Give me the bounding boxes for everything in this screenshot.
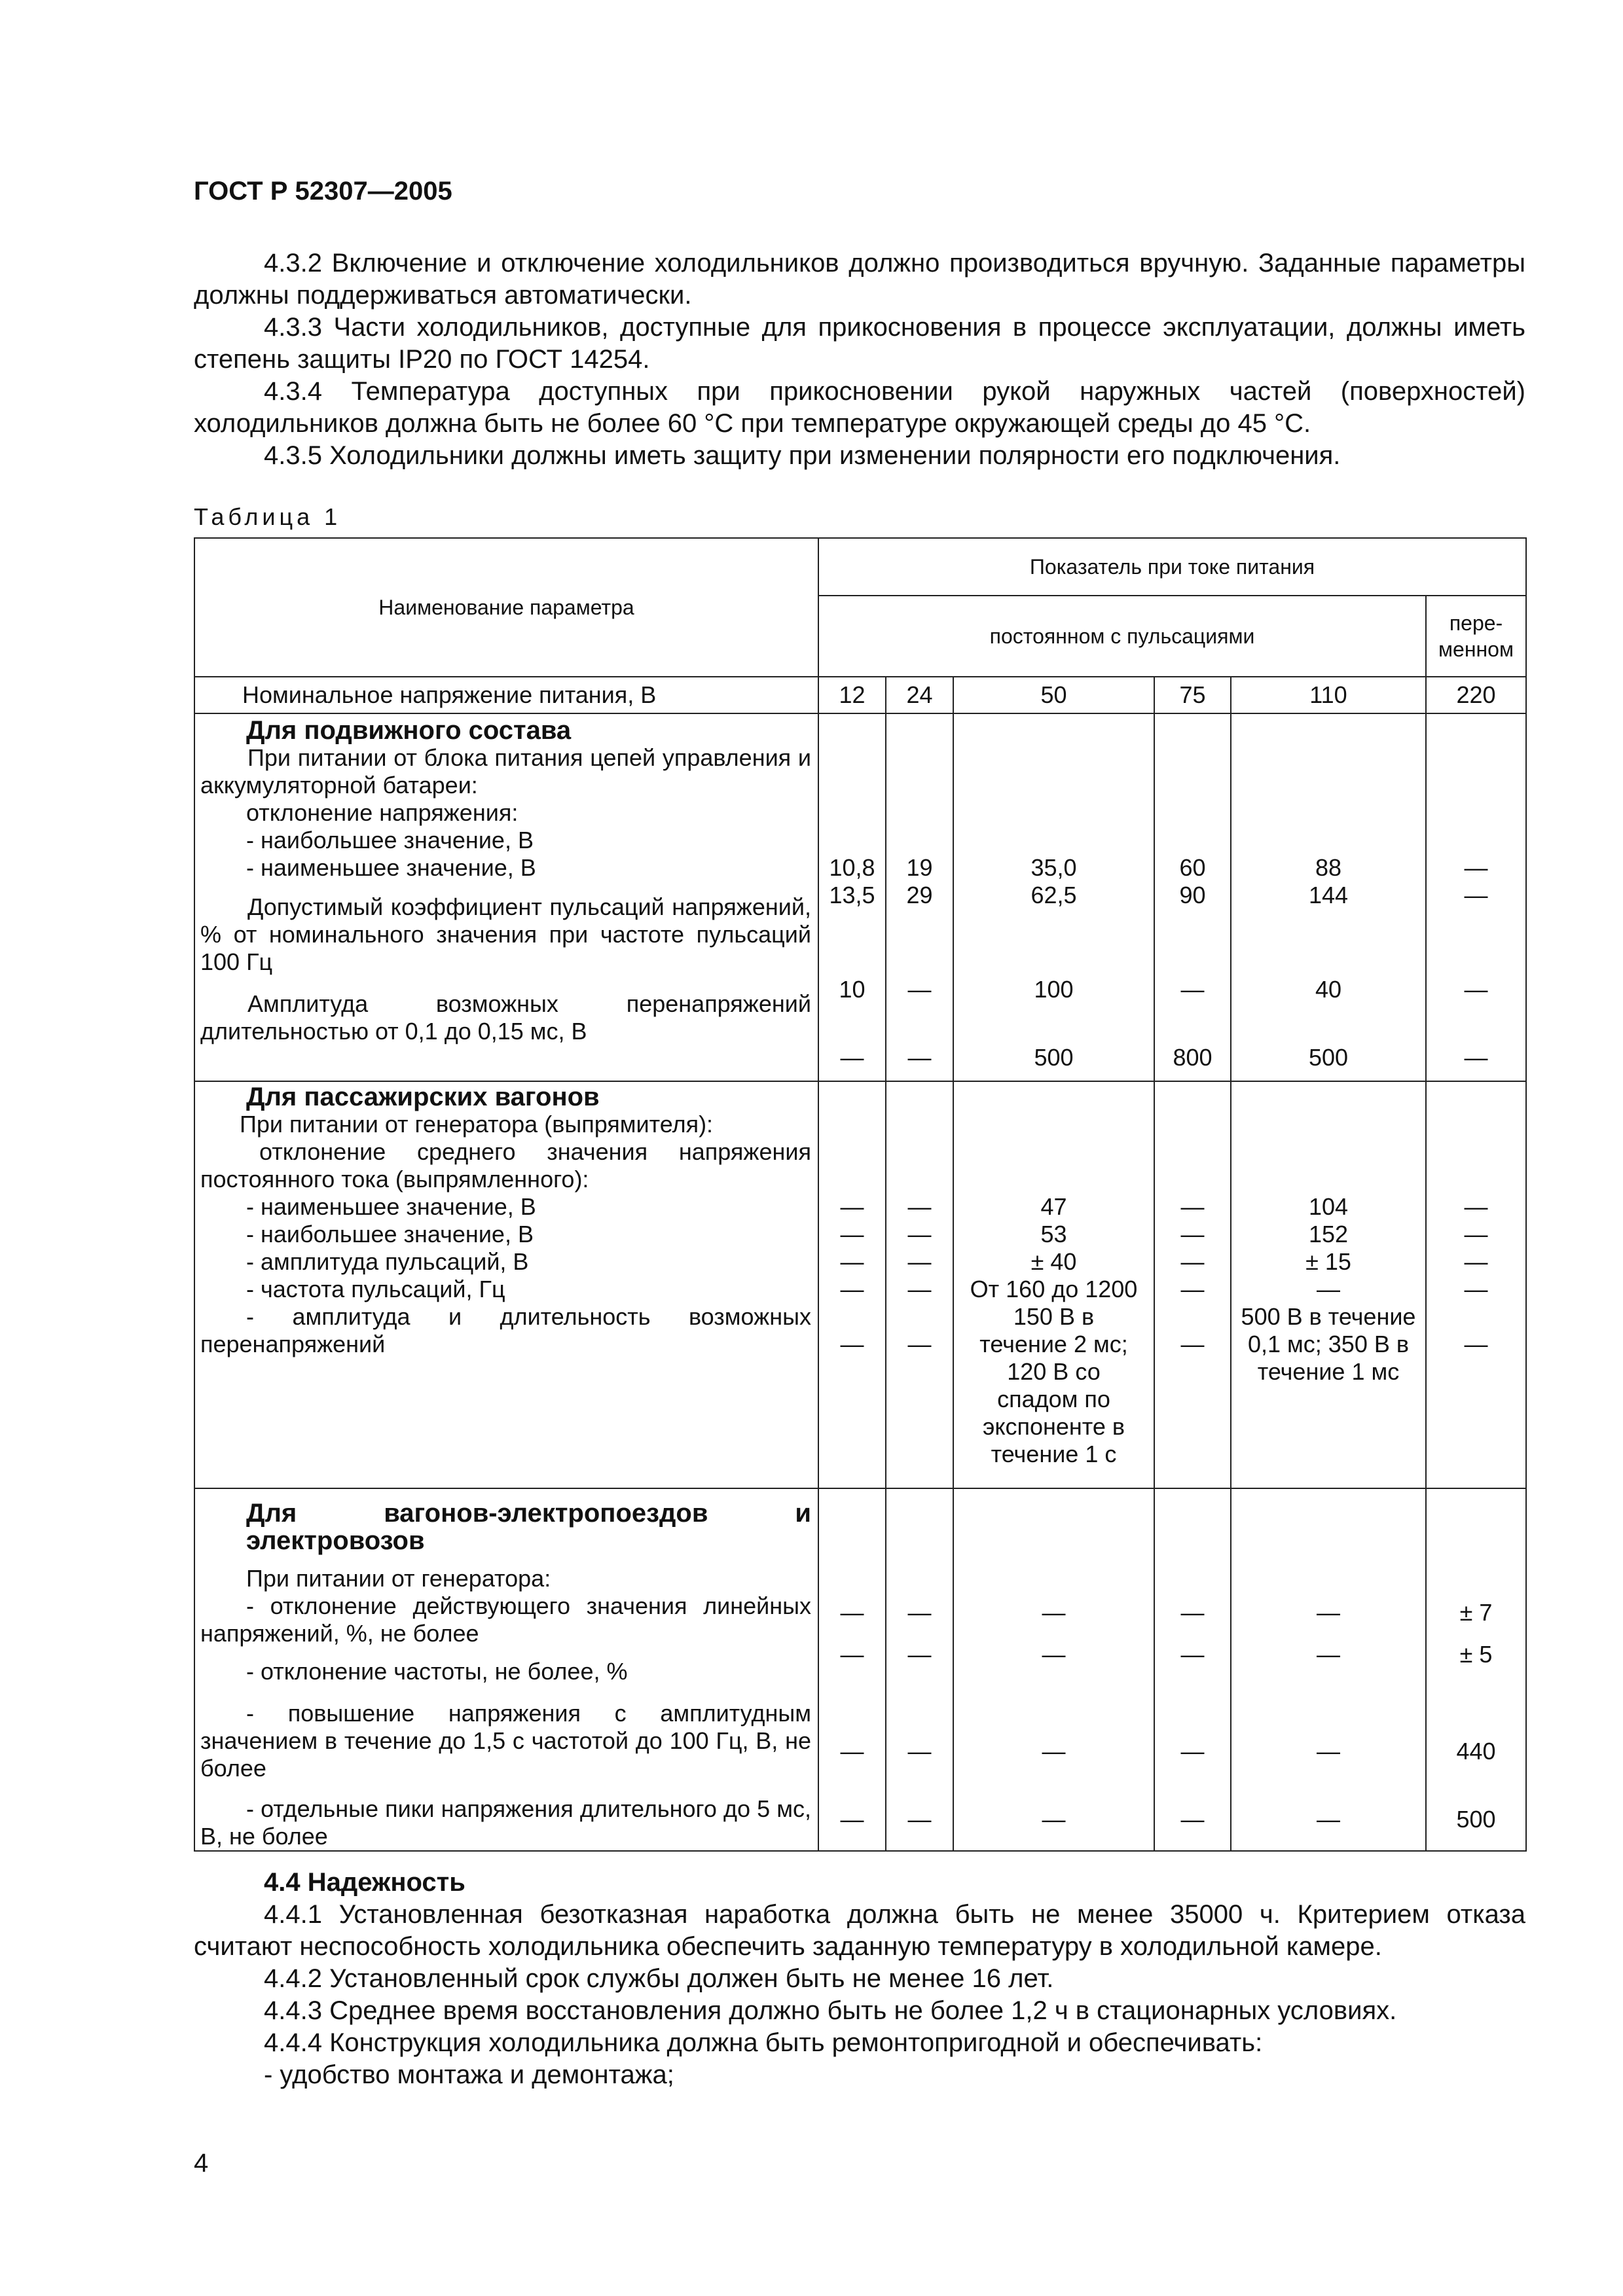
section-text: При питании от блока питания цепей управления и аккумуляторной батареи: <box>200 744 811 798</box>
section-text: При питании от генератора (выпрямителя): <box>240 1111 714 1138</box>
section-title: Для вагонов-электропоездов и электровозов <box>246 1499 811 1555</box>
col-values <box>1154 713 1231 1081</box>
row-label: - отдельные пики напряжения длительного до 5 мс, В, не более <box>200 1795 811 1850</box>
cell-value: 53 <box>1040 1221 1067 1247</box>
cell-value: — <box>907 1738 932 1765</box>
cell-value: — <box>1464 1248 1488 1275</box>
cell-value: — <box>840 1193 864 1220</box>
cell-value: — <box>907 1221 932 1247</box>
row-label: - наибольшее значение, В <box>246 1221 534 1247</box>
cell-value: — <box>1180 1276 1205 1302</box>
col-values <box>1154 1488 1231 1851</box>
col-values <box>1426 1081 1526 1488</box>
paragraph-4-4-4: 4.4.4 Конструкция холодильника должна быть ремонтопригодной и обеспечивать: <box>264 2028 1263 2057</box>
cell-value: 100 <box>1034 976 1074 1003</box>
cell-value: 500 <box>1456 1806 1496 1833</box>
cell-value: — <box>1042 1641 1066 1668</box>
table-caption: Таблица 1 <box>194 503 342 530</box>
row-label: Амплитуда возможных перенапряжений длительностью от 0,1 до 0,15 мс, В <box>200 990 811 1045</box>
cell-value: — <box>1180 1331 1205 1357</box>
cell-value: 500 <box>1308 1044 1349 1071</box>
nominal-value: 12 <box>818 677 886 713</box>
cell-value: — <box>1180 976 1205 1003</box>
cell-value: — <box>907 1248 932 1275</box>
cell-value: ± 7 <box>1459 1599 1493 1626</box>
cell-value: — <box>907 1641 932 1668</box>
cell-value: 19 <box>906 854 933 881</box>
paragraph-4-3-5: 4.3.5 Холодильники должны иметь защиту при изменении полярности его подключения. <box>264 441 1341 470</box>
col-values <box>953 1081 1154 1488</box>
cell-value: — <box>907 976 932 1003</box>
col-values <box>818 1488 886 1851</box>
cell-value: 35,0 <box>1030 854 1077 881</box>
cell-value: 152 <box>1308 1221 1349 1247</box>
cell-value: — <box>1042 1738 1066 1765</box>
row-label: - наименьшее значение, В <box>246 1193 536 1220</box>
cell-value: — <box>1180 1806 1205 1833</box>
cell-value: 88 <box>1315 854 1342 881</box>
cell-value: 90 <box>1179 882 1206 908</box>
cell-value: — <box>1464 1331 1488 1357</box>
cell-value: 144 <box>1308 882 1349 908</box>
cell-value: От 160 до 1200 <box>970 1276 1138 1302</box>
row-label: - повышение напряжения с амплитудным значением в течение до 1,5 с частотой до 100 Гц, В, не более <box>200 1700 811 1782</box>
section-text: При питании от генератора: <box>246 1565 551 1592</box>
paragraph-4-4-1: 4.4.1 Установленная безотказная наработка должна быть не менее 35000 ч. Критерием отказа считают неспособность холодильника обеспечить заданную температуру в холодильной камере. <box>194 1900 1525 1961</box>
nominal-value: 24 <box>886 677 953 713</box>
section-passenger-cars <box>194 1081 1526 1488</box>
cell-value: ± 5 <box>1459 1641 1493 1668</box>
cell-value: — <box>907 1331 932 1357</box>
section-text: отклонение среднего значения напряжения постоянного тока (выпрямленного): <box>200 1138 811 1193</box>
cell-value: — <box>907 1044 932 1071</box>
cell-value: — <box>1180 1599 1205 1626</box>
cell-value: — <box>1464 976 1488 1003</box>
section-electric-trains <box>194 1488 1526 1851</box>
col-values <box>1231 1081 1426 1488</box>
cell-value: — <box>1317 1738 1340 1765</box>
cell-value: — <box>1317 1641 1340 1668</box>
page-number: 4 <box>194 2149 209 2178</box>
nominal-label: Номинальное напряжение питания, В <box>194 677 818 713</box>
paragraph-4-3-3: 4.3.3 Части холодильников, доступные для прикосновения в процессе эксплуатации, должны иметь степень защиты IP20 по ГОСТ 14254. <box>194 313 1525 374</box>
cell-value: — <box>840 1221 864 1247</box>
header-indicator: Показатель при токе питания <box>818 538 1526 596</box>
section-rolling-stock <box>194 713 1526 1081</box>
cell-value: 47 <box>1040 1193 1067 1220</box>
col-values <box>1154 1081 1231 1488</box>
cell-value: 62,5 <box>1030 882 1077 908</box>
cell-value: — <box>840 1641 864 1668</box>
cell-value: — <box>1042 1806 1066 1833</box>
section-title: Для подвижного состава <box>246 716 572 745</box>
cell-value: — <box>1317 1806 1340 1833</box>
cell-value: — <box>1464 1276 1488 1302</box>
cell-value: 29 <box>906 882 933 908</box>
cell-value: — <box>1180 1248 1205 1275</box>
header-param-name: Наименование параметра <box>194 538 818 677</box>
col-values <box>818 713 886 1081</box>
cell-value: 104 <box>1308 1193 1349 1220</box>
header-ac: пере-менном <box>1426 596 1526 677</box>
cell-value: 40 <box>1315 976 1342 1003</box>
section-passenger-desc <box>194 1081 818 1488</box>
cell-value: — <box>840 1331 864 1357</box>
col-values <box>886 1488 953 1851</box>
section-text: отклонение напряжения: <box>246 799 519 826</box>
col-values <box>1231 713 1426 1081</box>
col-values <box>886 713 953 1081</box>
nominal-value: 50 <box>953 677 1154 713</box>
col-values <box>1426 713 1526 1081</box>
cell-value: 800 <box>1173 1044 1213 1071</box>
cell-value: 10 <box>839 976 866 1003</box>
col-values <box>886 1081 953 1488</box>
cell-value: — <box>840 1806 864 1833</box>
cell-value: — <box>907 1276 932 1302</box>
col-values <box>818 1081 886 1488</box>
row-label: - наибольшее значение, В <box>246 827 534 853</box>
cell-value: — <box>907 1599 932 1626</box>
row-label: - наименьшее значение, В <box>246 854 536 881</box>
section-title: Для пассажирских вагонов <box>246 1083 600 1111</box>
section-4-4-title: 4.4 Надежность <box>264 1868 465 1897</box>
cell-value: ± 40 <box>1030 1248 1077 1275</box>
col-values <box>953 713 1154 1081</box>
cell-value: — <box>840 1276 864 1302</box>
cell-value: 500 <box>1034 1044 1074 1071</box>
paragraph-4-3-2: 4.3.2 Включение и отключение холодильников должно производиться вручную. Заданные параметры должны поддерживаться автоматически. <box>194 249 1525 310</box>
nominal-value: 220 <box>1426 677 1526 713</box>
row-label: - частота пульсаций, Гц <box>246 1276 505 1302</box>
nominal-value: 75 <box>1154 677 1231 713</box>
cell-value: ± 15 <box>1305 1248 1351 1275</box>
row-label: - амплитуда и длительность возможных перенапряжений <box>200 1303 811 1357</box>
row-label: - отклонение частоты, не более, % <box>246 1658 628 1685</box>
cell-value: — <box>1317 1276 1340 1302</box>
row-label: - амплитуда пульсаций, В <box>246 1248 529 1275</box>
cell-value: 440 <box>1456 1738 1496 1765</box>
cell-value: — <box>1042 1599 1066 1626</box>
cell-value: 13,5 <box>829 882 875 908</box>
section-rolling-stock-desc <box>194 713 818 1081</box>
cell-value: — <box>1464 1221 1488 1247</box>
cell-value: 10,8 <box>829 854 875 881</box>
paragraph-4-3-4: 4.3.4 Температура доступных при прикосновении рукой наружных частей (поверхностей) холодильников должна быть не более 60 °С при температуре окружающей среды до 45 °С. <box>194 377 1525 438</box>
cell-value: — <box>840 1738 864 1765</box>
cell-value: 60 <box>1179 854 1206 881</box>
cell-value: — <box>840 1599 864 1626</box>
cell-value: — <box>1180 1193 1205 1220</box>
cell-value: — <box>1180 1641 1205 1668</box>
row-label: - отклонение действующего значения линейных напряжений, %, не более <box>200 1592 811 1647</box>
cell-value: — <box>1180 1221 1205 1247</box>
cell-value: — <box>1180 1738 1205 1765</box>
row-label: Допустимый коэффициент пульсаций напряжений, % от номинального значения при частоте пульсаций 100 Гц <box>200 893 811 975</box>
col-values <box>1231 1488 1426 1851</box>
cell-value: — <box>907 1193 932 1220</box>
cell-value: — <box>1464 854 1488 881</box>
cell-value: — <box>1464 1193 1488 1220</box>
paragraph-4-4-3: 4.4.3 Среднее время восстановления должно быть не более 1,2 ч в стационарных условиях. <box>264 1996 1397 2025</box>
cell-value: 150 В в течение 2 мс; 120 В со спадом по экспоненте в течение 1 с <box>979 1303 1128 1467</box>
col-values <box>1426 1488 1526 1851</box>
cell-value: — <box>907 1806 932 1833</box>
cell-value: — <box>1317 1599 1340 1626</box>
header-dc: постоянном с пульсациями <box>818 596 1426 677</box>
document-header: ГОСТ Р 52307—2005 <box>194 177 452 206</box>
cell-value: — <box>1464 1044 1488 1071</box>
paragraph-list-item: - удобство монтажа и демонтажа; <box>264 2060 674 2089</box>
cell-value: — <box>1464 882 1488 908</box>
cell-value: 500 В в течение 0,1 мс; 350 В в течение 1 мс <box>1241 1303 1416 1385</box>
cell-value: — <box>840 1044 864 1071</box>
nominal-voltage-row <box>194 677 1526 713</box>
parameters-table <box>194 537 1527 1852</box>
paragraph-4-4-2: 4.4.2 Установленный срок службы должен быть не менее 16 лет. <box>264 1964 1054 1993</box>
nominal-value: 110 <box>1231 677 1426 713</box>
cell-value: — <box>840 1248 864 1275</box>
section-electric-desc <box>194 1488 818 1851</box>
col-values <box>953 1488 1154 1851</box>
